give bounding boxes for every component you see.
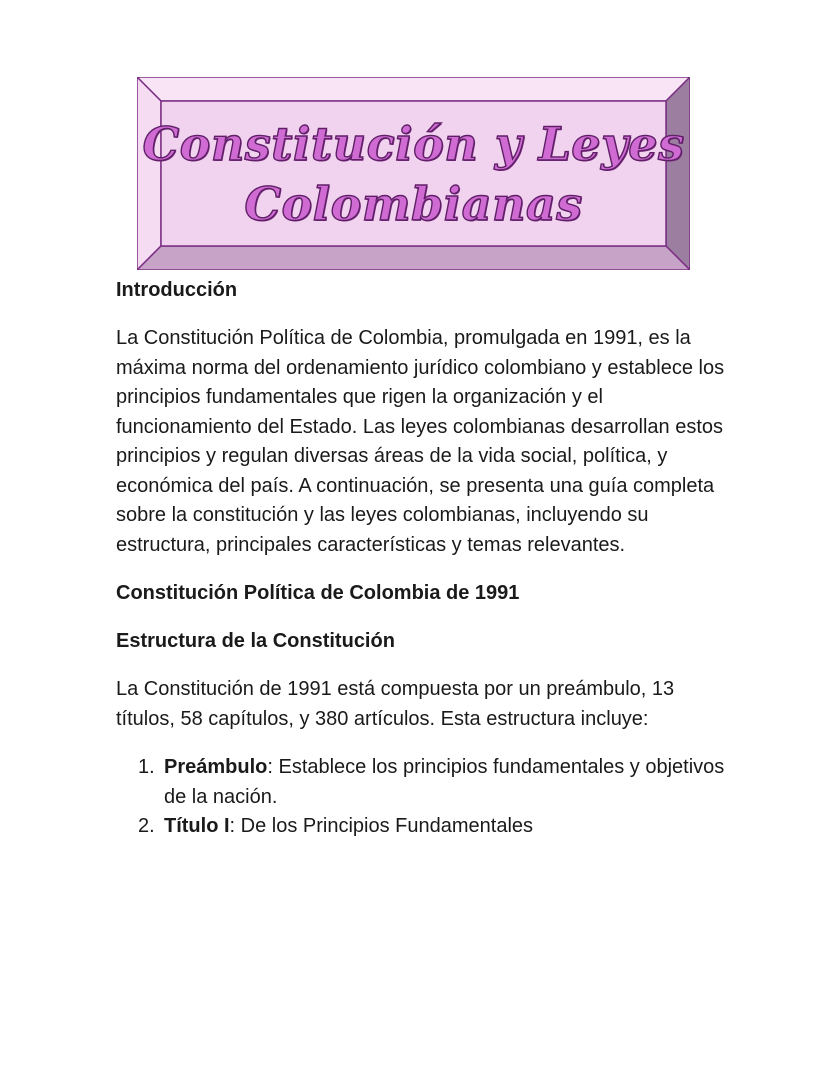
structure-list (116, 753, 736, 842)
structure-heading: Estructura de la Constitución (116, 630, 395, 652)
intro-paragraph: La Constitución Política de Colombia, promulgada en 1991, es la máxima norma del ordenamiento jurídico colombiano y establece los principios fundamentales que rigen la organización y el funcionamiento del Estado. Las leyes colombianas desarrollan estos principios y regulan diversas áreas de la vida social, política, y económica del país. A continuación, se presenta una guía completa sobre la constitución y las leyes colombianas, incluyendo su estructura, principales características y temas relevantes. (116, 327, 725, 556)
constitution-heading: Constitución Política de Colombia de 1991 (116, 582, 520, 604)
title-banner (137, 77, 690, 270)
list-item-number: 1. (138, 756, 155, 778)
list-item (116, 812, 736, 842)
list-item (116, 753, 736, 812)
intro-heading: Introducción (116, 279, 238, 301)
list-item-number: 2. (138, 815, 155, 837)
list-item-term: Título I (164, 815, 230, 837)
list-item-text: : Establece los principios fundamentales y objetivos de la nación. (164, 756, 725, 808)
banner-bottom-bevel (137, 246, 690, 270)
document-body (116, 276, 736, 842)
structure-paragraph: La Constitución de 1991 está compuesta por un preámbulo, 13 títulos, 58 capítulos, y 380 artículos. Esta estructura incluye: (116, 678, 675, 730)
list-item-term: Preámbulo (164, 756, 268, 778)
banner-title (142, 105, 685, 243)
banner-title-line-1: Constitución y Leyes (142, 117, 685, 171)
banner-top-bevel (137, 77, 690, 101)
list-item-text: : De los Principios Fundamentales (229, 815, 534, 837)
banner-title-line-2: Colombianas (244, 177, 583, 231)
